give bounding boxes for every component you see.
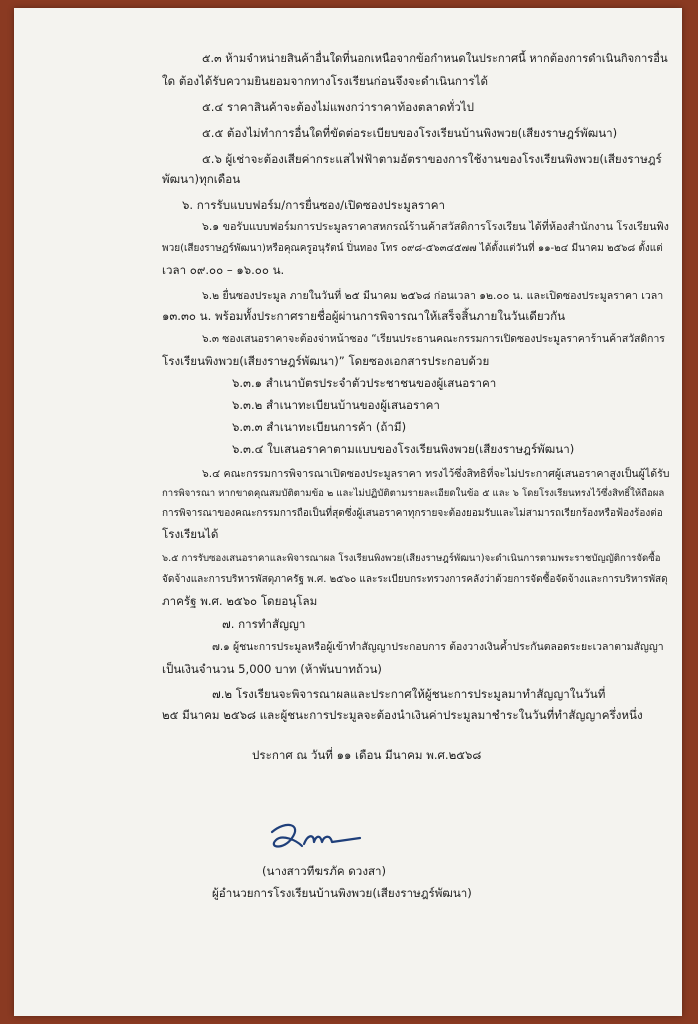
clause-7-2-line-2: ๒๕ มีนาคม ๒๕๖๘ และผู้ชนะการประมูลจะต้องนำเงินค่าประมูลมาชำระในวันที่ทำสัญญาครึ่งหนึ่ง (162, 708, 643, 722)
clause-6-1-line-3: เวลา ๐๙.๐๐ – ๑๖.๐๐ น. (162, 263, 285, 277)
clause-6-4-line-3: การพิจารณาของคณะกรรมการถือเป็นที่สุดซึ่งผู้เสนอราคาทุกรายจะต้องยอมรับและไม่สามารถเรียกร้องหรือฟ้องร้องต่อ (162, 508, 663, 519)
clause-5-4: ๕.๔ ราคาสินค้าจะต้องไม่แพงกว่าราคาท้องตลาดทั่วไป (202, 100, 474, 114)
clause-7-1-line-1: ๗.๑ ผู้ชนะการประมูลหรือผู้เข้าทำสัญญาประกอบการ ต้องวางเงินค้ำประกันตลอดระยะเวลาตามสัญญา (212, 641, 664, 653)
clause-6-5-line-2: จัดจ้างและการบริหารพัสดุภาครัฐ พ.ศ. ๒๕๖๐ และระเบียบกระทรวงการคลังว่าด้วยการจัดซื้อจัดจ้างและการบริหารพัสดุ (162, 574, 668, 585)
clause-5-3-line-1: ๕.๓ ห้ามจำหน่ายสินค้าอื่นใดที่นอกเหนือจากข้อกำหนดในประกาศนี้ หากต้องการดำเนินกิจการอื่น (202, 52, 668, 65)
clause-6-3-line-1: ๖.๓ ซองเสนอราคาจะต้องจ่าหน้าซอง “เรียนประธานคณะกรรมการเปิดซองประมูลราคาร้านค้าสวัสดิการ (202, 333, 665, 345)
clause-6-3-line-2: โรงเรียนพิงพวย(เสียงราษฎร์พัฒนา)” โดยซองเอกสารประกอบด้วย (162, 354, 490, 368)
section-7-heading: ๗. การทำสัญญา (222, 617, 306, 631)
signatory-position: ผู้อำนวยการโรงเรียนบ้านพิงพวย(เสียงราษฎร์พัฒนา) (212, 886, 472, 900)
clause-6-5-line-3: ภาครัฐ พ.ศ. ๒๕๖๐ โดยอนุโลม (162, 594, 318, 608)
clause-6-3-1: ๖.๓.๑ สำเนาบัตรประจำตัวประชาชนของผู้เสนอราคา (232, 376, 497, 390)
clause-6-4-line-1: ๖.๔ คณะกรรมการพิจารณาเปิดซองประมูลราคา ทรงไว้ซึ่งสิทธิที่จะไม่ประกาศผู้เสนอราคาสูงเป็นผู้ได้รับ (202, 468, 670, 480)
clause-6-3-3: ๖.๓.๓ สำเนาทะเบียนการค้า (ถ้ามี) (232, 420, 407, 434)
clause-6-2-line-1: ๖.๒ ยื่นซองประมูล ภายในวันที่ ๒๕ มีนาคม ๒๕๖๘ ก่อนเวลา ๑๒.๐๐ น. และเปิดซองประมูลราคา เวลา (202, 290, 664, 302)
clause-7-2-line-1: ๗.๒ โรงเรียนจะพิจารณาผลและประกาศให้ผู้ชนะการประมูลมาทำสัญญาในวันที่ (212, 687, 606, 701)
clause-6-5-line-1: ๖.๕ การรับซองเสนอราคาและพิจารณาผล โรงเรียนพิงพวย(เสียงราษฎร์พัฒนา)จะดำเนินการตามพระราชบัญญัติการจัดซื้อ (162, 553, 661, 564)
clause-5-5: ๕.๕ ต้องไม่ทำการอื่นใดที่ขัดต่อระเบียบของโรงเรียนบ้านพิงพวย(เสียงราษฎร์พัฒนา) (202, 126, 618, 140)
clause-6-4-line-2: การพิจารณา หากขาดคุณสมบัติตามข้อ ๒ และไม่ปฏิบัติตามรายละเอียดในข้อ ๕ และ ๖ โดยโรงเรียนทรงไว้ซึ่งสิทธิ์ให้ถือผล (162, 488, 665, 499)
clause-6-2-line-2: ๑๓.๓๐ น. พร้อมทั้งประกาศรายชื่อผู้ผ่านการพิจารณาให้เสร็จสิ้นภายในวันเดียวกัน (162, 309, 566, 323)
clause-6-1-line-1: ๖.๑ ขอรับแบบฟอร์มการประมูลราคาสหกรณ์ร้านค้าสวัสดิการโรงเรียน ได้ที่ห้องสำนักงาน โรงเรียนพิง (202, 220, 669, 233)
section-6-heading: ๖. การรับแบบฟอร์ม/การยื่นซอง/เปิดซองประมูลราคา (182, 198, 445, 212)
signature-image (262, 818, 372, 858)
clause-7-1-line-2: เป็นเงินจำนวน 5,000 บาท (ห้าพันบาทถ้วน) (162, 662, 382, 676)
signatory-name: (นางสาวทีฆรภัค ดวงสา) (262, 864, 387, 878)
clause-6-3-4: ๖.๓.๔ ใบเสนอราคาตามแบบของโรงเรียนพิงพวย(เสียงราษฎร์พัฒนา) (232, 442, 575, 456)
clause-6-4-line-4: โรงเรียนได้ (162, 527, 219, 541)
clause-6-1-line-2: พวย(เสียงราษฎร์พัฒนา)หรือคุณครูอนุรัตน์ ปิ่นทอง โทร ๐๙๘-๕๖๓๔๕๗๗ ได้ตั้งแต่วันที่ ๑๑-๒๔ มีนาคม ๒๕๖๘ ตั้งแต่ (162, 243, 663, 254)
document-page (14, 8, 682, 1016)
clause-5-3-line-2: ใด ต้องได้รับความยินยอมจากทางโรงเรียนก่อนจึงจะดำเนินการได้ (162, 74, 489, 88)
announcement-date: ประกาศ ณ วันที่ ๑๑ เดือน มีนาคม พ.ศ.๒๕๖๘ (252, 748, 482, 762)
clause-5-6-line-2: พัฒนา)ทุกเดือน (162, 172, 241, 186)
clause-6-3-2: ๖.๓.๒ สำเนาทะเบียนบ้านของผู้เสนอราคา (232, 398, 440, 412)
clause-5-6-line-1: ๕.๖ ผู้เช่าจะต้องเสียค่ากระแสไฟฟ้าตามอัตราของการใช้งานของโรงเรียนพิงพวย(เสียงราษฎร์ (202, 152, 662, 166)
